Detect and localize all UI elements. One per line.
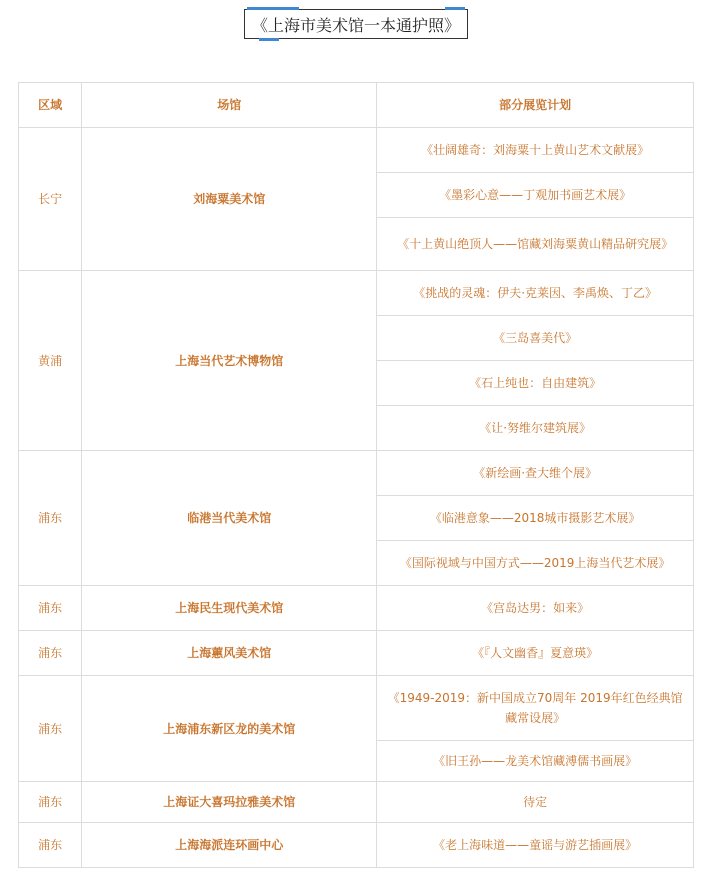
district-cell: 浦东 [19, 586, 82, 631]
plan-cell: 《新绘画·查大维个展》 [377, 451, 694, 496]
plan-cell: 《老上海味道——童谣与游艺插画展》 [377, 823, 694, 868]
district-cell: 浦东 [19, 823, 82, 868]
plan-cell: 《挑战的灵魂：伊夫·克莱因、李禹焕、丁乙》 [377, 271, 694, 316]
district-cell: 黄浦 [19, 271, 82, 451]
table-row [19, 128, 694, 173]
plan-cell: 待定 [377, 782, 694, 823]
venue-cell: 临港当代美术馆 [82, 451, 377, 586]
plan-cell: 《石上纯也：自由建筑》 [377, 361, 694, 406]
venue-cell: 上海当代艺术博物馆 [82, 271, 377, 451]
plan-cell: 《十上黄山绝顶人——馆藏刘海粟黄山精品研究展》 [377, 218, 694, 271]
venue-cell: 上海蕙风美术馆 [82, 631, 377, 676]
plan-cell: 《临港意象——2018城市摄影艺术展》 [377, 496, 694, 541]
header-district: 区域 [19, 83, 82, 128]
plan-cell: 《『人文幽香』夏意瑛》 [377, 631, 694, 676]
venue-cell: 上海民生现代美术馆 [82, 586, 377, 631]
exhibition-table [18, 82, 694, 868]
district-cell: 长宁 [19, 128, 82, 271]
district-cell: 浦东 [19, 676, 82, 782]
plan-cell: 《壮阔雄奇：刘海粟十上黄山艺术文献展》 [377, 128, 694, 173]
plan-cell: 《国际视域与中国方式——2019上海当代艺术展》 [377, 541, 694, 586]
table-row [19, 451, 694, 496]
table-row [19, 676, 694, 741]
plan-cell: 《旧王孙——龙美术馆藏溥儒书画展》 [377, 741, 694, 782]
text-selection-mark [259, 38, 279, 41]
venue-cell: 上海浦东新区龙的美术馆 [82, 676, 377, 782]
header-venue: 场馆 [82, 83, 377, 128]
page-title [244, 9, 468, 39]
plan-cell: 《墨彩心意——丁观加书画艺术展》 [377, 173, 694, 218]
table-row [19, 271, 694, 316]
district-cell: 浦东 [19, 782, 82, 823]
table-row [19, 782, 694, 823]
venue-cell: 上海海派连环画中心 [82, 823, 377, 868]
table-header-row [19, 83, 694, 128]
table-row [19, 631, 694, 676]
plan-cell: 《让·努维尔建筑展》 [377, 406, 694, 451]
venue-cell: 刘海粟美术馆 [82, 128, 377, 271]
table-row [19, 586, 694, 631]
header-plans: 部分展览计划 [377, 83, 694, 128]
plan-cell: 《三岛喜美代》 [377, 316, 694, 361]
plan-cell: 《宫岛达男：如来》 [377, 586, 694, 631]
plan-cell: 《1949-2019：新中国成立70周年 2019年红色经典馆藏常设展》 [377, 676, 694, 741]
text-selection-mark [247, 7, 299, 10]
table-row [19, 823, 694, 868]
page-title-text: 《上海市美术馆一本通护照》 [251, 15, 460, 35]
venue-cell: 上海证大喜玛拉雅美术馆 [82, 782, 377, 823]
district-cell: 浦东 [19, 631, 82, 676]
district-cell: 浦东 [19, 451, 82, 586]
text-selection-mark [445, 7, 465, 10]
